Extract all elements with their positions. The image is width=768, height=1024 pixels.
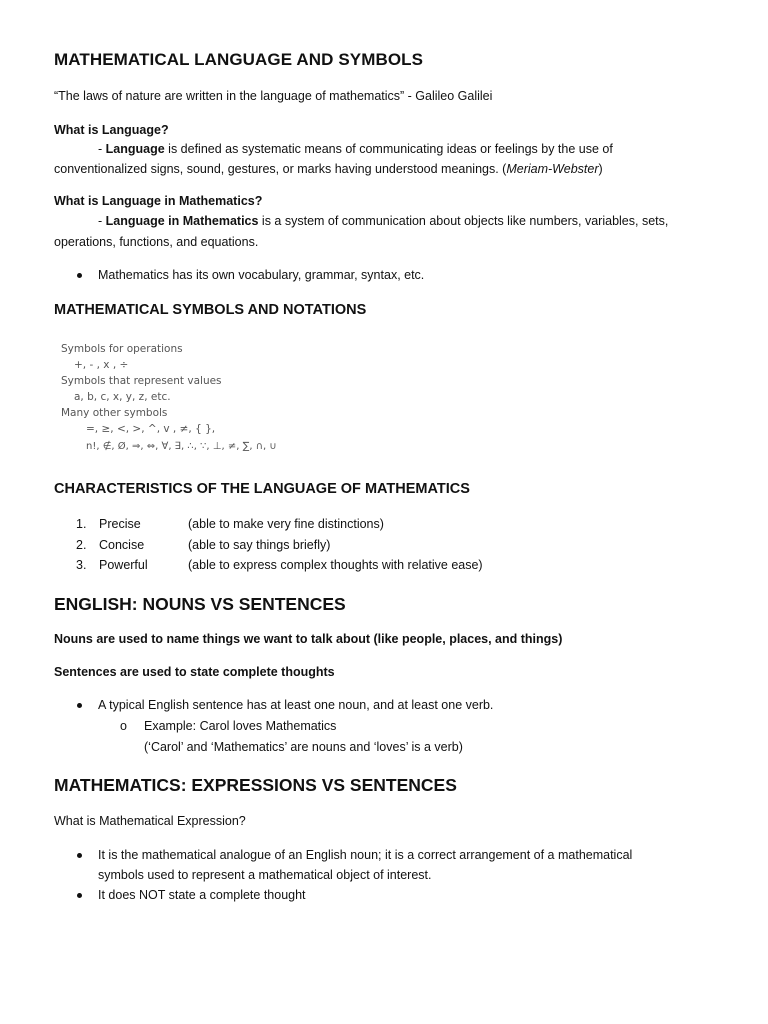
galileo-quote: “The laws of nature are written in the language of mathematics” - Galileo Galilei	[54, 89, 493, 103]
lang-math-definition-line-1	[98, 214, 668, 228]
characteristic-desc: (able to make very fine distinctions)	[188, 517, 384, 531]
characteristic-term: Concise	[99, 538, 145, 552]
language-definition-line-1	[98, 142, 613, 156]
language-definition-line-2	[54, 162, 603, 176]
language-def-term: Language	[105, 142, 165, 156]
characteristic-desc: (able to say things briefly)	[188, 538, 331, 552]
lang-math-question: What is Language in Mathematics?	[54, 194, 263, 208]
characteristic-number: 2.	[76, 538, 87, 552]
math-expr-bullet-1-line-1: It is the mathematical analogue of an English noun; it is a correct arrangement of a mathematical	[98, 848, 633, 862]
language-def-source: Meriam-Webster	[506, 162, 599, 176]
math-expr-question: What is Mathematical Expression?	[54, 814, 246, 828]
characteristic-desc: (able to express complex thoughts with relative ease)	[188, 558, 483, 572]
language-def-text-1: is defined as systematic means of communicating ideas or feelings by the use of	[164, 142, 613, 156]
symbols-image	[56, 336, 277, 462]
symbols-heading: MATHEMATICAL SYMBOLS AND NOTATIONS	[54, 302, 367, 318]
language-question: What is Language?	[54, 123, 169, 137]
symbols-line: Many other symbols	[61, 407, 168, 419]
lang-math-def-term: Language in Mathematics	[105, 214, 259, 228]
math-expr-bullet-1-line-2: symbols used to represent a mathematical object of interest.	[98, 868, 432, 882]
english-example-note: (‘Carol’ and ‘Mathematics’ are nouns and ‘loves’ is a verb)	[144, 740, 463, 754]
math-expr-bullet-2: It does NOT state a complete thought	[98, 888, 306, 902]
math-expr-heading: MATHEMATICS: EXPRESSIONS VS SENTENCES	[54, 775, 457, 795]
lang-math-bullet: Mathematics has its own vocabulary, grammar, syntax, etc.	[98, 268, 425, 282]
english-sentences: Sentences are used to state complete thoughts	[54, 665, 335, 679]
language-def-close: )	[598, 162, 603, 176]
symbols-line: n!, ∉, Ø, ⇒, ⇔, ∀, ∃, ∴, ∵, ⊥, ≠, ∑, ∩, ∪	[86, 441, 277, 452]
bullet-dot	[77, 853, 82, 858]
symbols-line: =, ≥, <, >, ^, v , ≠, { },	[86, 423, 216, 435]
characteristics-heading: CHARACTERISTICS OF THE LANGUAGE OF MATHEMATICS	[54, 481, 470, 497]
lang-math-def-text-1: is a system of communication about objects like numbers, variables, sets,	[258, 214, 669, 228]
symbols-line: +, - , x , ÷	[74, 359, 129, 371]
symbols-line: a, b, c, x, y, z, etc.	[74, 391, 171, 403]
bullet-dot	[77, 893, 82, 898]
lang-math-definition-line-2: operations, functions, and equations.	[54, 235, 259, 249]
bullet-dot	[77, 703, 82, 708]
language-def-prefix: -	[98, 142, 106, 156]
english-nouns: Nouns are used to name things we want to talk about (like people, places, and things)	[54, 632, 563, 646]
lang-math-def-prefix: -	[98, 214, 106, 228]
english-example: Example: Carol loves Mathematics	[144, 719, 337, 733]
symbols-line: Symbols that represent values	[61, 375, 222, 387]
characteristic-number: 1.	[76, 517, 87, 531]
characteristic-term: Powerful	[99, 558, 148, 572]
characteristic-number: 3.	[76, 558, 87, 572]
bullet-dot	[77, 273, 82, 278]
english-bullet: A typical English sentence has at least one noun, and at least one verb.	[98, 698, 494, 712]
characteristic-term: Precise	[99, 517, 141, 531]
sub-bullet-marker: o	[120, 719, 127, 733]
language-def-text-2: conventionalized signs, sound, gestures, or marks having understood meanings. (	[54, 162, 507, 176]
document-title: MATHEMATICAL LANGUAGE AND SYMBOLS	[54, 50, 424, 69]
symbols-line: Symbols for operations	[61, 343, 183, 355]
english-heading: ENGLISH: NOUNS VS SENTENCES	[54, 594, 346, 614]
